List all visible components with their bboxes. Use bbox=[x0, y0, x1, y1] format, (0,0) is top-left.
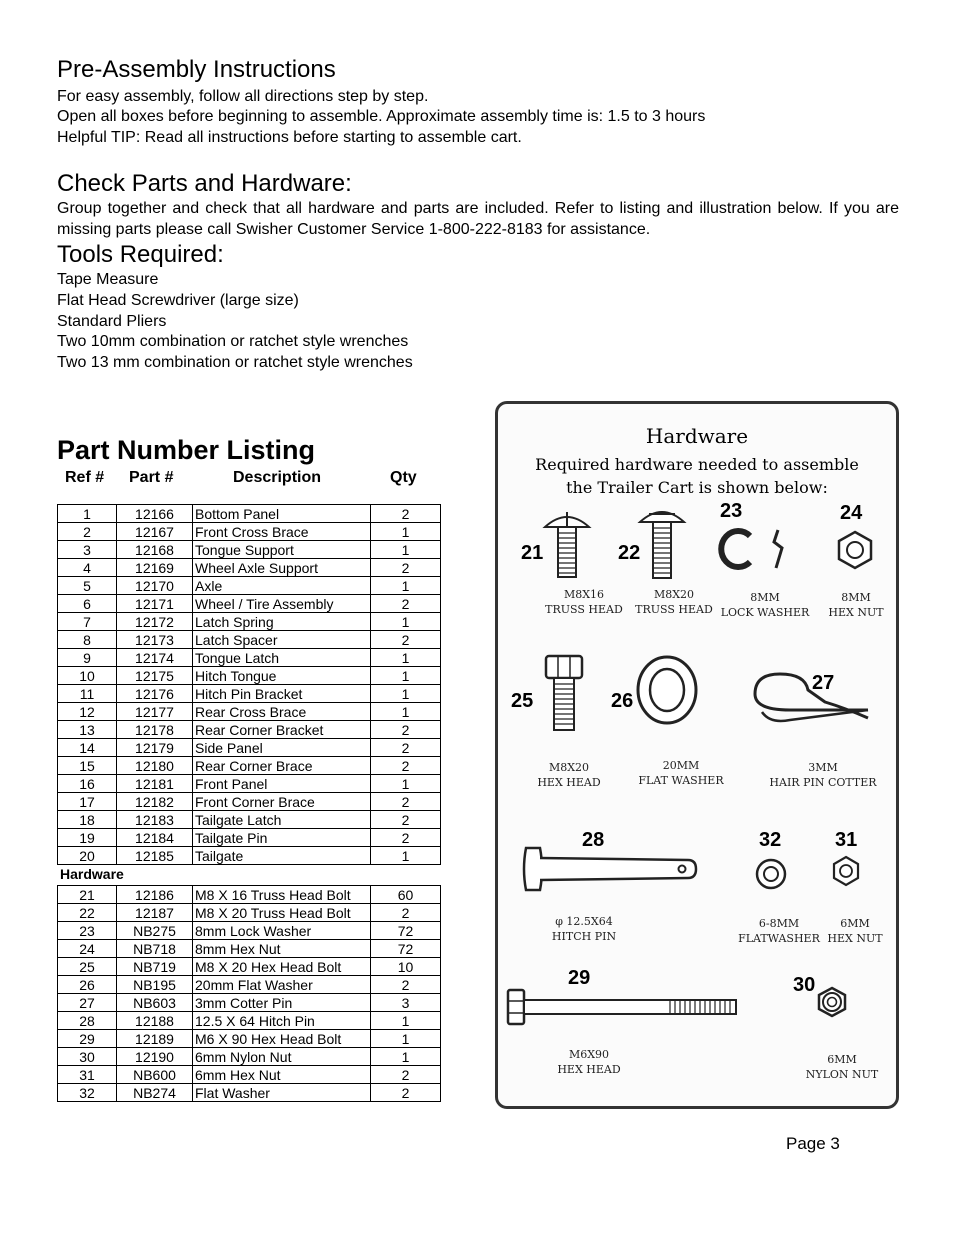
table-row bbox=[58, 739, 441, 757]
description-cell: Wheel / Tire Assembly bbox=[193, 595, 371, 613]
truss-head-bolt-icon bbox=[637, 502, 687, 582]
ref-cell: 20 bbox=[58, 847, 117, 865]
part-number-cell: 12186 bbox=[117, 886, 193, 904]
part-number-cell: NB600 bbox=[117, 1066, 193, 1084]
table-row bbox=[58, 886, 441, 904]
hardware-card-subtitle-2: the Trailer Cart is shown below: bbox=[566, 478, 828, 497]
table-row bbox=[58, 631, 441, 649]
hair-pin-cotter-icon bbox=[750, 668, 875, 732]
part-number-cell: 12181 bbox=[117, 775, 193, 793]
parts-table bbox=[57, 504, 441, 865]
part-number-cell: NB195 bbox=[117, 976, 193, 994]
hardware-caption-size: 6-8MM bbox=[758, 917, 800, 930]
description-cell: Hitch Pin Bracket bbox=[193, 685, 371, 703]
qty-cell: 1 bbox=[371, 1012, 441, 1030]
check-parts-body: Group together and check that all hardware and parts are included. Refer to listing and illustration below. If you are missing parts please call Swisher Customer Service 1-800-222-8183 for assistance. bbox=[57, 200, 899, 238]
qty-cell: 3 bbox=[371, 994, 441, 1012]
qty-cell: 2 bbox=[371, 1084, 441, 1102]
table-row bbox=[58, 505, 441, 523]
qty-cell: 1 bbox=[371, 667, 441, 685]
hardware-card-subtitle-1: Required hardware needed to assemble bbox=[535, 455, 859, 474]
table-row bbox=[58, 793, 441, 811]
table-row bbox=[58, 595, 441, 613]
hardware-number: 32 bbox=[759, 829, 782, 851]
part-number-cell: 12185 bbox=[117, 847, 193, 865]
pre-assembly-line-3: Helpful TIP: Read all instructions before starting to assemble cart. bbox=[57, 129, 522, 146]
hardware-caption-size: 6MM bbox=[827, 1053, 857, 1066]
table-row bbox=[58, 1066, 441, 1084]
table-row bbox=[58, 994, 441, 1012]
ref-cell: 1 bbox=[58, 505, 117, 523]
qty-cell: 1 bbox=[371, 703, 441, 721]
table-row bbox=[58, 577, 441, 595]
description-cell: Latch Spacer bbox=[193, 631, 371, 649]
check-parts-heading: Check Parts and Hardware: bbox=[57, 170, 352, 197]
hardware-caption-size: 8MM bbox=[750, 591, 780, 604]
hardware-caption-type: HITCH PIN bbox=[551, 930, 617, 943]
table-row bbox=[58, 667, 441, 685]
table-row bbox=[58, 775, 441, 793]
part-number-cell: 12183 bbox=[117, 811, 193, 829]
description-cell: Front Corner Brace bbox=[193, 793, 371, 811]
qty-cell: 2 bbox=[371, 976, 441, 994]
part-number-cell: 12175 bbox=[117, 667, 193, 685]
flat-washer-icon bbox=[635, 654, 699, 726]
hardware-card bbox=[495, 401, 899, 1109]
description-cell: Tongue Latch bbox=[193, 649, 371, 667]
ref-cell: 4 bbox=[58, 559, 117, 577]
ref-cell: 31 bbox=[58, 1066, 117, 1084]
qty-cell: 1 bbox=[371, 523, 441, 541]
hardware-number: 31 bbox=[835, 829, 858, 851]
part-number-cell: 12166 bbox=[117, 505, 193, 523]
ref-cell: 21 bbox=[58, 886, 117, 904]
description-cell: Latch Spring bbox=[193, 613, 371, 631]
ref-cell: 6 bbox=[58, 595, 117, 613]
hardware-caption-type: HAIR PIN COTTER bbox=[769, 776, 877, 789]
table-row bbox=[58, 847, 441, 865]
part-number-cell: 12170 bbox=[117, 577, 193, 595]
ref-header: Ref # bbox=[65, 469, 105, 486]
hardware-label: Hardware bbox=[60, 866, 124, 882]
hardware-number: 29 bbox=[568, 967, 591, 989]
hardware-caption bbox=[820, 916, 890, 946]
pre-assembly-line-1: For easy assembly, follow all directions step by step. bbox=[57, 88, 429, 105]
hardware-caption-size: 6MM bbox=[840, 917, 870, 930]
part-number-cell: 12174 bbox=[117, 649, 193, 667]
hardware-number: 22 bbox=[618, 542, 641, 564]
qty-cell: 10 bbox=[371, 958, 441, 976]
hardware-table bbox=[57, 885, 441, 1102]
truss-head-bolt-icon bbox=[542, 507, 592, 582]
ref-cell: 7 bbox=[58, 613, 117, 631]
ref-cell: 11 bbox=[58, 685, 117, 703]
hardware-caption-size: 20MM bbox=[662, 759, 700, 772]
hardware-caption bbox=[634, 587, 714, 617]
part-header: Part # bbox=[129, 469, 174, 486]
table-row bbox=[58, 976, 441, 994]
ref-cell: 3 bbox=[58, 541, 117, 559]
part-number-cell: 12169 bbox=[117, 559, 193, 577]
table-row bbox=[58, 1084, 441, 1102]
ref-cell: 27 bbox=[58, 994, 117, 1012]
hardware-number: 28 bbox=[582, 829, 605, 851]
qty-cell: 2 bbox=[371, 739, 441, 757]
table-row bbox=[58, 757, 441, 775]
ref-cell: 17 bbox=[58, 793, 117, 811]
ref-cell: 2 bbox=[58, 523, 117, 541]
tool-item: Two 10mm combination or ratchet style wrenches bbox=[57, 333, 409, 350]
pre-assembly-line-2: Open all boxes before beginning to assemble. Approximate assembly time is: 1.5 to 3 hours bbox=[57, 108, 706, 125]
qty-cell: 2 bbox=[371, 559, 441, 577]
hitch-pin-icon bbox=[520, 844, 700, 894]
hardware-caption-size: M8X16 bbox=[563, 588, 605, 601]
hardware-caption-type: HEX NUT bbox=[828, 606, 884, 619]
hardware-number: 30 bbox=[793, 974, 816, 996]
part-number-cell: 12168 bbox=[117, 541, 193, 559]
hardware-caption bbox=[720, 590, 810, 620]
table-row bbox=[58, 703, 441, 721]
hardware-caption-size: M6X90 bbox=[568, 1048, 610, 1061]
qty-cell: 2 bbox=[371, 595, 441, 613]
hardware-number: 23 bbox=[720, 500, 743, 522]
ref-cell: 28 bbox=[58, 1012, 117, 1030]
qty-cell: 1 bbox=[371, 577, 441, 595]
part-number-cell: 12178 bbox=[117, 721, 193, 739]
part-number-cell: 12172 bbox=[117, 613, 193, 631]
hardware-caption-size: 3MM bbox=[808, 761, 838, 774]
part-number-cell: NB718 bbox=[117, 940, 193, 958]
qty-cell: 2 bbox=[371, 811, 441, 829]
table-row bbox=[58, 559, 441, 577]
hardware-caption-size: 8MM bbox=[841, 591, 871, 604]
qty-cell: 1 bbox=[371, 847, 441, 865]
tools-heading: Tools Required: bbox=[57, 241, 224, 268]
part-number-cell: 12182 bbox=[117, 793, 193, 811]
hardware-caption bbox=[804, 1052, 880, 1082]
ref-cell: 22 bbox=[58, 904, 117, 922]
hardware-caption-size: M8X20 bbox=[548, 761, 590, 774]
description-cell: Front Panel bbox=[193, 775, 371, 793]
description-cell: Axle bbox=[193, 577, 371, 595]
ref-cell: 19 bbox=[58, 829, 117, 847]
ref-cell: 13 bbox=[58, 721, 117, 739]
hardware-caption-size: φ 12.5X64 bbox=[555, 915, 613, 928]
description-header: Description bbox=[233, 469, 322, 486]
small-flat-washer-icon bbox=[754, 857, 788, 891]
hardware-caption bbox=[824, 590, 888, 620]
ref-cell: 24 bbox=[58, 940, 117, 958]
ref-cell: 30 bbox=[58, 1048, 117, 1066]
description-cell: 12.5 X 64 Hitch Pin bbox=[193, 1012, 371, 1030]
ref-cell: 23 bbox=[58, 922, 117, 940]
part-number-cell: 12176 bbox=[117, 685, 193, 703]
part-number-cell: NB275 bbox=[117, 922, 193, 940]
part-number-cell: NB274 bbox=[117, 1084, 193, 1102]
description-cell: Tailgate bbox=[193, 847, 371, 865]
hardware-caption-type: NYLON NUT bbox=[805, 1068, 879, 1081]
ref-cell: 16 bbox=[58, 775, 117, 793]
part-number-cell: 12180 bbox=[117, 757, 193, 775]
table-row bbox=[58, 523, 441, 541]
description-cell: Side Panel bbox=[193, 739, 371, 757]
tool-item: Tape Measure bbox=[57, 271, 159, 288]
table-row bbox=[58, 940, 441, 958]
ref-cell: 25 bbox=[58, 958, 117, 976]
part-number-cell: NB603 bbox=[117, 994, 193, 1012]
description-cell: Hitch Tongue bbox=[193, 667, 371, 685]
hardware-caption bbox=[544, 587, 624, 617]
ref-cell: 32 bbox=[58, 1084, 117, 1102]
description-cell: 3mm Cotter Pin bbox=[193, 994, 371, 1012]
ref-cell: 15 bbox=[58, 757, 117, 775]
hardware-number: 25 bbox=[511, 690, 534, 712]
hardware-number: 21 bbox=[521, 542, 544, 564]
table-row bbox=[58, 649, 441, 667]
tool-item: Two 13 mm combination or ratchet style wrenches bbox=[57, 354, 413, 371]
hardware-caption-size: M8X20 bbox=[653, 588, 695, 601]
hardware-caption-type: TRUSS HEAD bbox=[635, 603, 713, 616]
hex-nut-icon bbox=[835, 530, 875, 570]
hardware-caption-type: LOCK WASHER bbox=[720, 606, 810, 619]
hardware-caption-type: HEX NUT bbox=[827, 932, 883, 945]
hardware-number: 26 bbox=[611, 690, 634, 712]
hardware-caption bbox=[636, 758, 726, 788]
qty-cell: 2 bbox=[371, 793, 441, 811]
part-number-cell: 12173 bbox=[117, 631, 193, 649]
qty-cell: 2 bbox=[371, 1066, 441, 1084]
ref-cell: 26 bbox=[58, 976, 117, 994]
hardware-caption-type: HEX HEAD bbox=[557, 1063, 621, 1076]
qty-cell: 1 bbox=[371, 613, 441, 631]
qty-cell: 2 bbox=[371, 829, 441, 847]
description-cell: Rear Cross Brace bbox=[193, 703, 371, 721]
hardware-caption bbox=[544, 914, 624, 944]
description-cell: 8mm Hex Nut bbox=[193, 940, 371, 958]
table-row bbox=[58, 904, 441, 922]
qty-cell: 1 bbox=[371, 1048, 441, 1066]
description-cell: 8mm Lock Washer bbox=[193, 922, 371, 940]
description-cell: Rear Corner Bracket bbox=[193, 721, 371, 739]
pre-assembly-heading: Pre-Assembly Instructions bbox=[57, 56, 336, 83]
table-row bbox=[58, 811, 441, 829]
tool-item: Standard Pliers bbox=[57, 313, 167, 330]
part-number-cell: 12179 bbox=[117, 739, 193, 757]
ref-cell: 9 bbox=[58, 649, 117, 667]
page-number: Page 3 bbox=[786, 1134, 840, 1153]
part-number-cell: 12167 bbox=[117, 523, 193, 541]
qty-cell: 2 bbox=[371, 505, 441, 523]
part-number-cell: 12171 bbox=[117, 595, 193, 613]
description-cell: Rear Corner Brace bbox=[193, 757, 371, 775]
hardware-caption-type: FLATWASHER bbox=[738, 932, 820, 945]
description-cell: Front Cross Brace bbox=[193, 523, 371, 541]
qty-cell: 1 bbox=[371, 649, 441, 667]
table-row bbox=[58, 613, 441, 631]
ref-cell: 29 bbox=[58, 1030, 117, 1048]
description-cell: Wheel Axle Support bbox=[193, 559, 371, 577]
table-row bbox=[58, 721, 441, 739]
qty-cell: 72 bbox=[371, 940, 441, 958]
table-row bbox=[58, 685, 441, 703]
qty-cell: 2 bbox=[371, 721, 441, 739]
qty-cell: 2 bbox=[371, 757, 441, 775]
hardware-card-title: Hardware bbox=[645, 424, 749, 448]
description-cell: 6mm Hex Nut bbox=[193, 1066, 371, 1084]
description-cell: M6 X 90 Hex Head Bolt bbox=[193, 1030, 371, 1048]
hardware-caption bbox=[534, 760, 604, 790]
description-cell: Bottom Panel bbox=[193, 505, 371, 523]
part-number-cell: 12188 bbox=[117, 1012, 193, 1030]
description-cell: Tailgate Latch bbox=[193, 811, 371, 829]
qty-cell: 1 bbox=[371, 775, 441, 793]
part-number-cell: 12187 bbox=[117, 904, 193, 922]
part-number-cell: NB719 bbox=[117, 958, 193, 976]
part-listing-headers bbox=[57, 469, 439, 489]
hardware-caption bbox=[734, 916, 824, 946]
qty-cell: 2 bbox=[371, 631, 441, 649]
nylon-nut-icon bbox=[816, 986, 848, 1018]
qty-cell: 72 bbox=[371, 922, 441, 940]
long-hex-head-bolt-icon bbox=[506, 986, 741, 1028]
part-listing-title: Part Number Listing bbox=[57, 435, 316, 465]
table-row bbox=[58, 922, 441, 940]
part-number-cell: 12190 bbox=[117, 1048, 193, 1066]
ref-cell: 18 bbox=[58, 811, 117, 829]
table-row bbox=[58, 829, 441, 847]
table-row bbox=[58, 958, 441, 976]
lock-washer-icon bbox=[716, 524, 791, 574]
description-cell: Tailgate Pin bbox=[193, 829, 371, 847]
qty-header: Qty bbox=[390, 469, 417, 486]
part-number-cell: 12177 bbox=[117, 703, 193, 721]
qty-cell: 1 bbox=[371, 541, 441, 559]
hardware-caption-type: TRUSS HEAD bbox=[545, 603, 623, 616]
qty-cell: 1 bbox=[371, 1030, 441, 1048]
table-row bbox=[58, 1030, 441, 1048]
ref-cell: 8 bbox=[58, 631, 117, 649]
description-cell: 6mm Nylon Nut bbox=[193, 1048, 371, 1066]
hardware-caption-type: FLAT WASHER bbox=[638, 774, 724, 787]
hardware-caption bbox=[554, 1047, 624, 1077]
hex-head-bolt-icon bbox=[542, 654, 587, 734]
qty-cell: 2 bbox=[371, 904, 441, 922]
hardware-number: 27 bbox=[812, 672, 835, 694]
table-row bbox=[58, 1012, 441, 1030]
small-hex-nut-icon bbox=[831, 855, 861, 887]
description-cell: M8 X 16 Truss Head Bolt bbox=[193, 886, 371, 904]
description-cell: Flat Washer bbox=[193, 1084, 371, 1102]
part-number-cell: 12184 bbox=[117, 829, 193, 847]
description-cell: M8 X 20 Hex Head Bolt bbox=[193, 958, 371, 976]
ref-cell: 12 bbox=[58, 703, 117, 721]
ref-cell: 10 bbox=[58, 667, 117, 685]
hardware-caption-type: HEX HEAD bbox=[537, 776, 601, 789]
ref-cell: 14 bbox=[58, 739, 117, 757]
ref-cell: 5 bbox=[58, 577, 117, 595]
hardware-caption bbox=[768, 760, 878, 790]
description-cell: Tongue Support bbox=[193, 541, 371, 559]
tool-item: Flat Head Screwdriver (large size) bbox=[57, 292, 299, 309]
table-row bbox=[58, 541, 441, 559]
hardware-number: 24 bbox=[840, 502, 863, 524]
description-cell: M8 X 20 Truss Head Bolt bbox=[193, 904, 371, 922]
qty-cell: 1 bbox=[371, 685, 441, 703]
table-row bbox=[58, 1048, 441, 1066]
part-number-cell: 12189 bbox=[117, 1030, 193, 1048]
description-cell: 20mm Flat Washer bbox=[193, 976, 371, 994]
qty-cell: 60 bbox=[371, 886, 441, 904]
